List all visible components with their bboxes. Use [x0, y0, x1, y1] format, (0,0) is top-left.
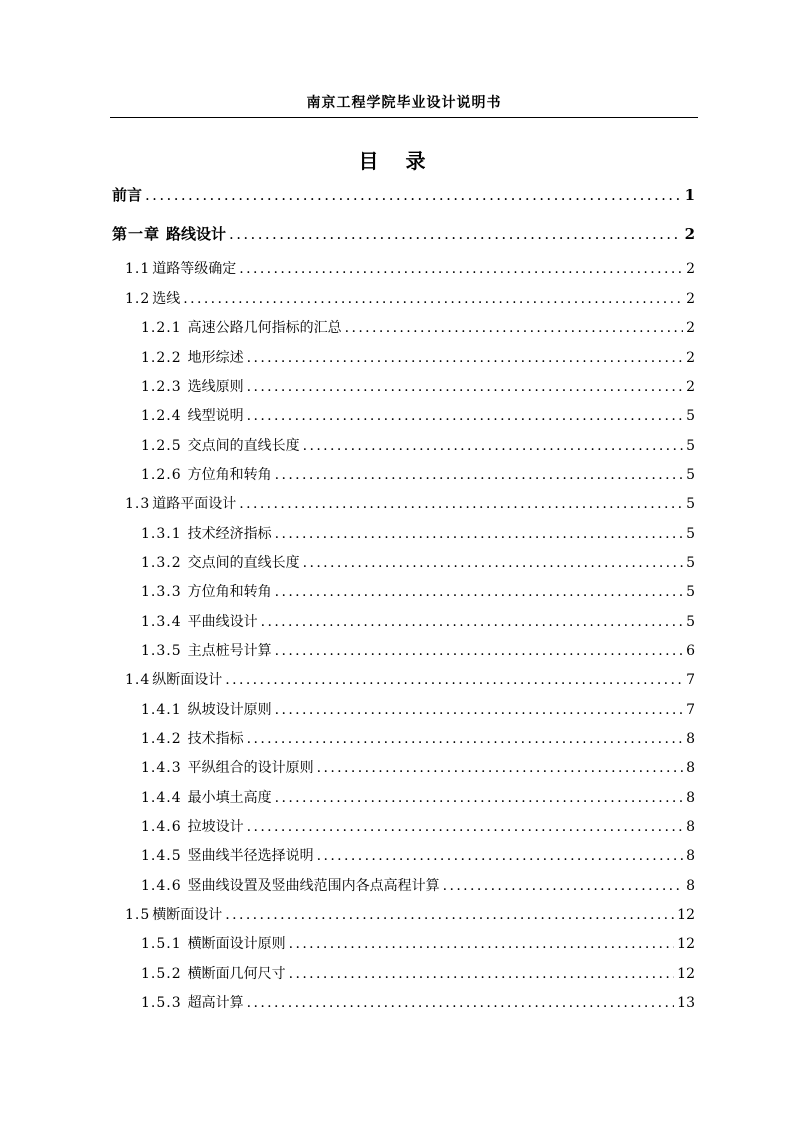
- toc-entry-number: 1.5.2: [141, 966, 182, 982]
- dot-leader: [317, 846, 683, 866]
- toc-entry-number: 1.5: [125, 907, 151, 923]
- toc-entry[interactable]: [141, 318, 695, 338]
- dot-leader: [289, 934, 675, 954]
- toc-entry-number: 1.1: [125, 261, 151, 277]
- dot-leader: [303, 553, 683, 573]
- toc-entry-page-number: 2: [684, 225, 695, 243]
- toc-entry-label: 最小填土高度: [187, 790, 272, 806]
- toc-entry[interactable]: [141, 612, 695, 632]
- toc-entry-page-number: 1: [684, 186, 695, 204]
- toc-entry[interactable]: [141, 758, 695, 778]
- toc-entry-page-number: 8: [686, 848, 695, 864]
- dot-leader: [239, 259, 683, 279]
- toc-entry-page-number: 5: [686, 555, 695, 571]
- toc-entry[interactable]: [141, 817, 695, 837]
- toc-entry-page-number: 2: [686, 320, 695, 336]
- toc-entry-label: 纵断面设计: [152, 672, 223, 688]
- toc-entry[interactable]: [141, 876, 695, 896]
- toc-entry-number: 1.5.3: [141, 995, 182, 1011]
- toc-entry-page-number: 5: [686, 614, 695, 630]
- toc-entry-page-number: 5: [686, 438, 695, 454]
- toc-entry-page-number: 7: [686, 672, 695, 688]
- toc-entry[interactable]: [141, 641, 695, 661]
- toc-entry-number: 1.3.2: [141, 555, 182, 571]
- toc-entry-number: 1.2.2: [141, 350, 182, 366]
- toc-entry-label: 平纵组合的设计原则: [187, 760, 314, 776]
- toc-entry[interactable]: [141, 436, 695, 456]
- toc-entry[interactable]: [141, 465, 695, 485]
- toc-entry-page-number: 5: [686, 526, 695, 542]
- toc-entry-page-number: 2: [686, 379, 695, 395]
- toc-entry[interactable]: [141, 964, 695, 984]
- dot-leader: [145, 185, 682, 205]
- toc-entry-number: 1.4.3: [141, 760, 182, 776]
- toc-entry-page-number: 7: [686, 702, 695, 718]
- dot-leader: [247, 729, 683, 749]
- dot-leader: [275, 524, 683, 544]
- toc-entry-number: 1.3.3: [141, 584, 182, 600]
- toc-entry-page-number: 8: [686, 819, 695, 835]
- toc-entry-page-number: 12: [677, 907, 695, 923]
- toc-entry-label: 主点桩号计算: [187, 643, 272, 659]
- dot-leader: [275, 582, 683, 602]
- toc-entry-number: 1.2.4: [141, 408, 182, 424]
- toc-entry-number: 1.2.5: [141, 438, 182, 454]
- toc-entry[interactable]: [141, 377, 695, 397]
- toc-entry[interactable]: [141, 406, 695, 426]
- toc-entry-label: 横断面设计原则: [187, 936, 286, 952]
- toc-entry-label: 道路等级确定: [152, 261, 237, 277]
- toc-entry-label: 线型说明: [187, 408, 244, 424]
- toc-entry-label: 方位角和转角: [187, 584, 272, 600]
- toc-entry-number: 1.4.5: [141, 848, 182, 864]
- toc-entry-page-number: 6: [686, 643, 695, 659]
- toc-entry[interactable]: [141, 846, 695, 866]
- dot-leader: [225, 670, 683, 690]
- toc-entry[interactable]: [112, 224, 695, 244]
- toc-entry[interactable]: [141, 553, 695, 573]
- toc-entry-number: 1.2.3: [141, 379, 182, 395]
- toc-entry-page-number: 5: [686, 584, 695, 600]
- dot-leader: [345, 318, 683, 338]
- dot-leader: [247, 817, 683, 837]
- toc-entry-label: 选线原则: [187, 379, 244, 395]
- toc-entry-page-number: 12: [677, 936, 695, 952]
- toc-entry-label: 地形综述: [187, 350, 244, 366]
- toc-entry-label: 交点间的直线长度: [187, 555, 300, 571]
- toc-entry[interactable]: [141, 788, 695, 808]
- dot-leader: [289, 964, 675, 984]
- running-header: 南京工程学院毕业设计说明书: [306, 95, 502, 111]
- dot-leader: [275, 465, 683, 485]
- toc-entry[interactable]: [141, 524, 695, 544]
- toc-entry-number: 1.4.6: [141, 878, 182, 894]
- toc-entry-label: 拉坡设计: [187, 819, 244, 835]
- toc-entry-label: 纵坡设计原则: [187, 702, 272, 718]
- toc-entry-label: 横断面几何尺寸: [187, 966, 286, 982]
- toc-entry-number: 1.3.4: [141, 614, 182, 630]
- dot-leader: [275, 641, 683, 661]
- dot-leader: [275, 788, 683, 808]
- toc-entry-page-number: 8: [686, 790, 695, 806]
- toc-entry-label: 道路平面设计: [152, 496, 237, 512]
- dot-leader: [247, 348, 683, 368]
- toc-entry-page-number: 2: [686, 291, 695, 307]
- page-title: 目 录: [358, 149, 436, 173]
- toc-entry-label: 前言: [112, 186, 143, 204]
- dot-leader: [261, 612, 683, 632]
- toc-entry-page-number: 8: [686, 878, 695, 894]
- toc-entry-number: 1.2.1: [141, 320, 182, 336]
- toc-entry-page-number: 8: [686, 760, 695, 776]
- dot-leader: [317, 758, 683, 778]
- toc-entry-number: 1.3: [125, 496, 151, 512]
- toc-entry[interactable]: [141, 348, 695, 368]
- toc-entry-page-number: 2: [686, 350, 695, 366]
- toc-entry-label: 横断面设计: [152, 907, 223, 923]
- toc-entry-page-number: 5: [686, 467, 695, 483]
- toc-entry-page-number: 13: [677, 995, 695, 1011]
- dot-leader: [443, 876, 683, 896]
- toc-entry-number: 1.4.4: [141, 790, 182, 806]
- toc-entry-label: 超高计算: [187, 995, 244, 1011]
- toc-entry[interactable]: [125, 494, 695, 514]
- dot-leader: [183, 289, 683, 309]
- toc-entry-number: 1.4.2: [141, 731, 182, 747]
- toc-entry[interactable]: [141, 993, 695, 1013]
- dot-leader: [225, 905, 674, 925]
- dot-leader: [303, 436, 683, 456]
- toc-entry-label: 平曲线设计: [187, 614, 258, 630]
- toc-entry[interactable]: [125, 259, 695, 279]
- toc-entry-page-number: 5: [686, 496, 695, 512]
- toc-entry-page-number: 5: [686, 408, 695, 424]
- toc-entry-number: 1.3.1: [141, 526, 182, 542]
- toc-entry[interactable]: [141, 934, 695, 954]
- toc-entry-number: 1.2: [125, 291, 151, 307]
- toc-entry[interactable]: [125, 670, 695, 690]
- toc-entry-label: 技术指标: [187, 731, 244, 747]
- toc-entry[interactable]: [112, 185, 695, 205]
- toc-entry-number: 1.4: [125, 672, 151, 688]
- toc-entry-label: 竖曲线设置及竖曲线范围内各点高程计算: [187, 878, 440, 894]
- toc-entry-page-number: 12: [677, 966, 695, 982]
- dot-leader: [247, 993, 675, 1013]
- toc-entry[interactable]: [141, 582, 695, 602]
- toc-entry-label: 高速公路几何指标的汇总: [187, 320, 342, 336]
- toc-entry-page-number: 8: [686, 731, 695, 747]
- toc-entry-label: 方位角和转角: [187, 467, 272, 483]
- toc-entry-label: 交点间的直线长度: [187, 438, 300, 454]
- dot-leader: [275, 700, 683, 720]
- dot-leader: [247, 377, 683, 397]
- toc-entry-label: 技术经济指标: [187, 526, 272, 542]
- toc-entry[interactable]: [125, 905, 695, 925]
- toc-entry-number: 1.2.6: [141, 467, 182, 483]
- toc-entry-number: 1.4.1: [141, 702, 182, 718]
- toc-entry-label: 路线设计: [166, 225, 227, 243]
- toc-entry-number: 第一章: [112, 225, 161, 243]
- dot-leader: [239, 494, 683, 514]
- dot-leader: [247, 406, 683, 426]
- toc-entry-label: 竖曲线半径选择说明: [187, 848, 314, 864]
- toc-entry[interactable]: [141, 729, 695, 749]
- toc-entry-number: 1.5.1: [141, 936, 182, 952]
- toc-entry[interactable]: [125, 289, 695, 309]
- toc-entry-label: 选线: [152, 291, 181, 307]
- toc-entry-number: 1.4.6: [141, 819, 182, 835]
- dot-leader: [229, 224, 682, 244]
- toc-entry-page-number: 2: [686, 261, 695, 277]
- toc-entry-number: 1.3.5: [141, 643, 182, 659]
- toc-entry[interactable]: [141, 700, 695, 720]
